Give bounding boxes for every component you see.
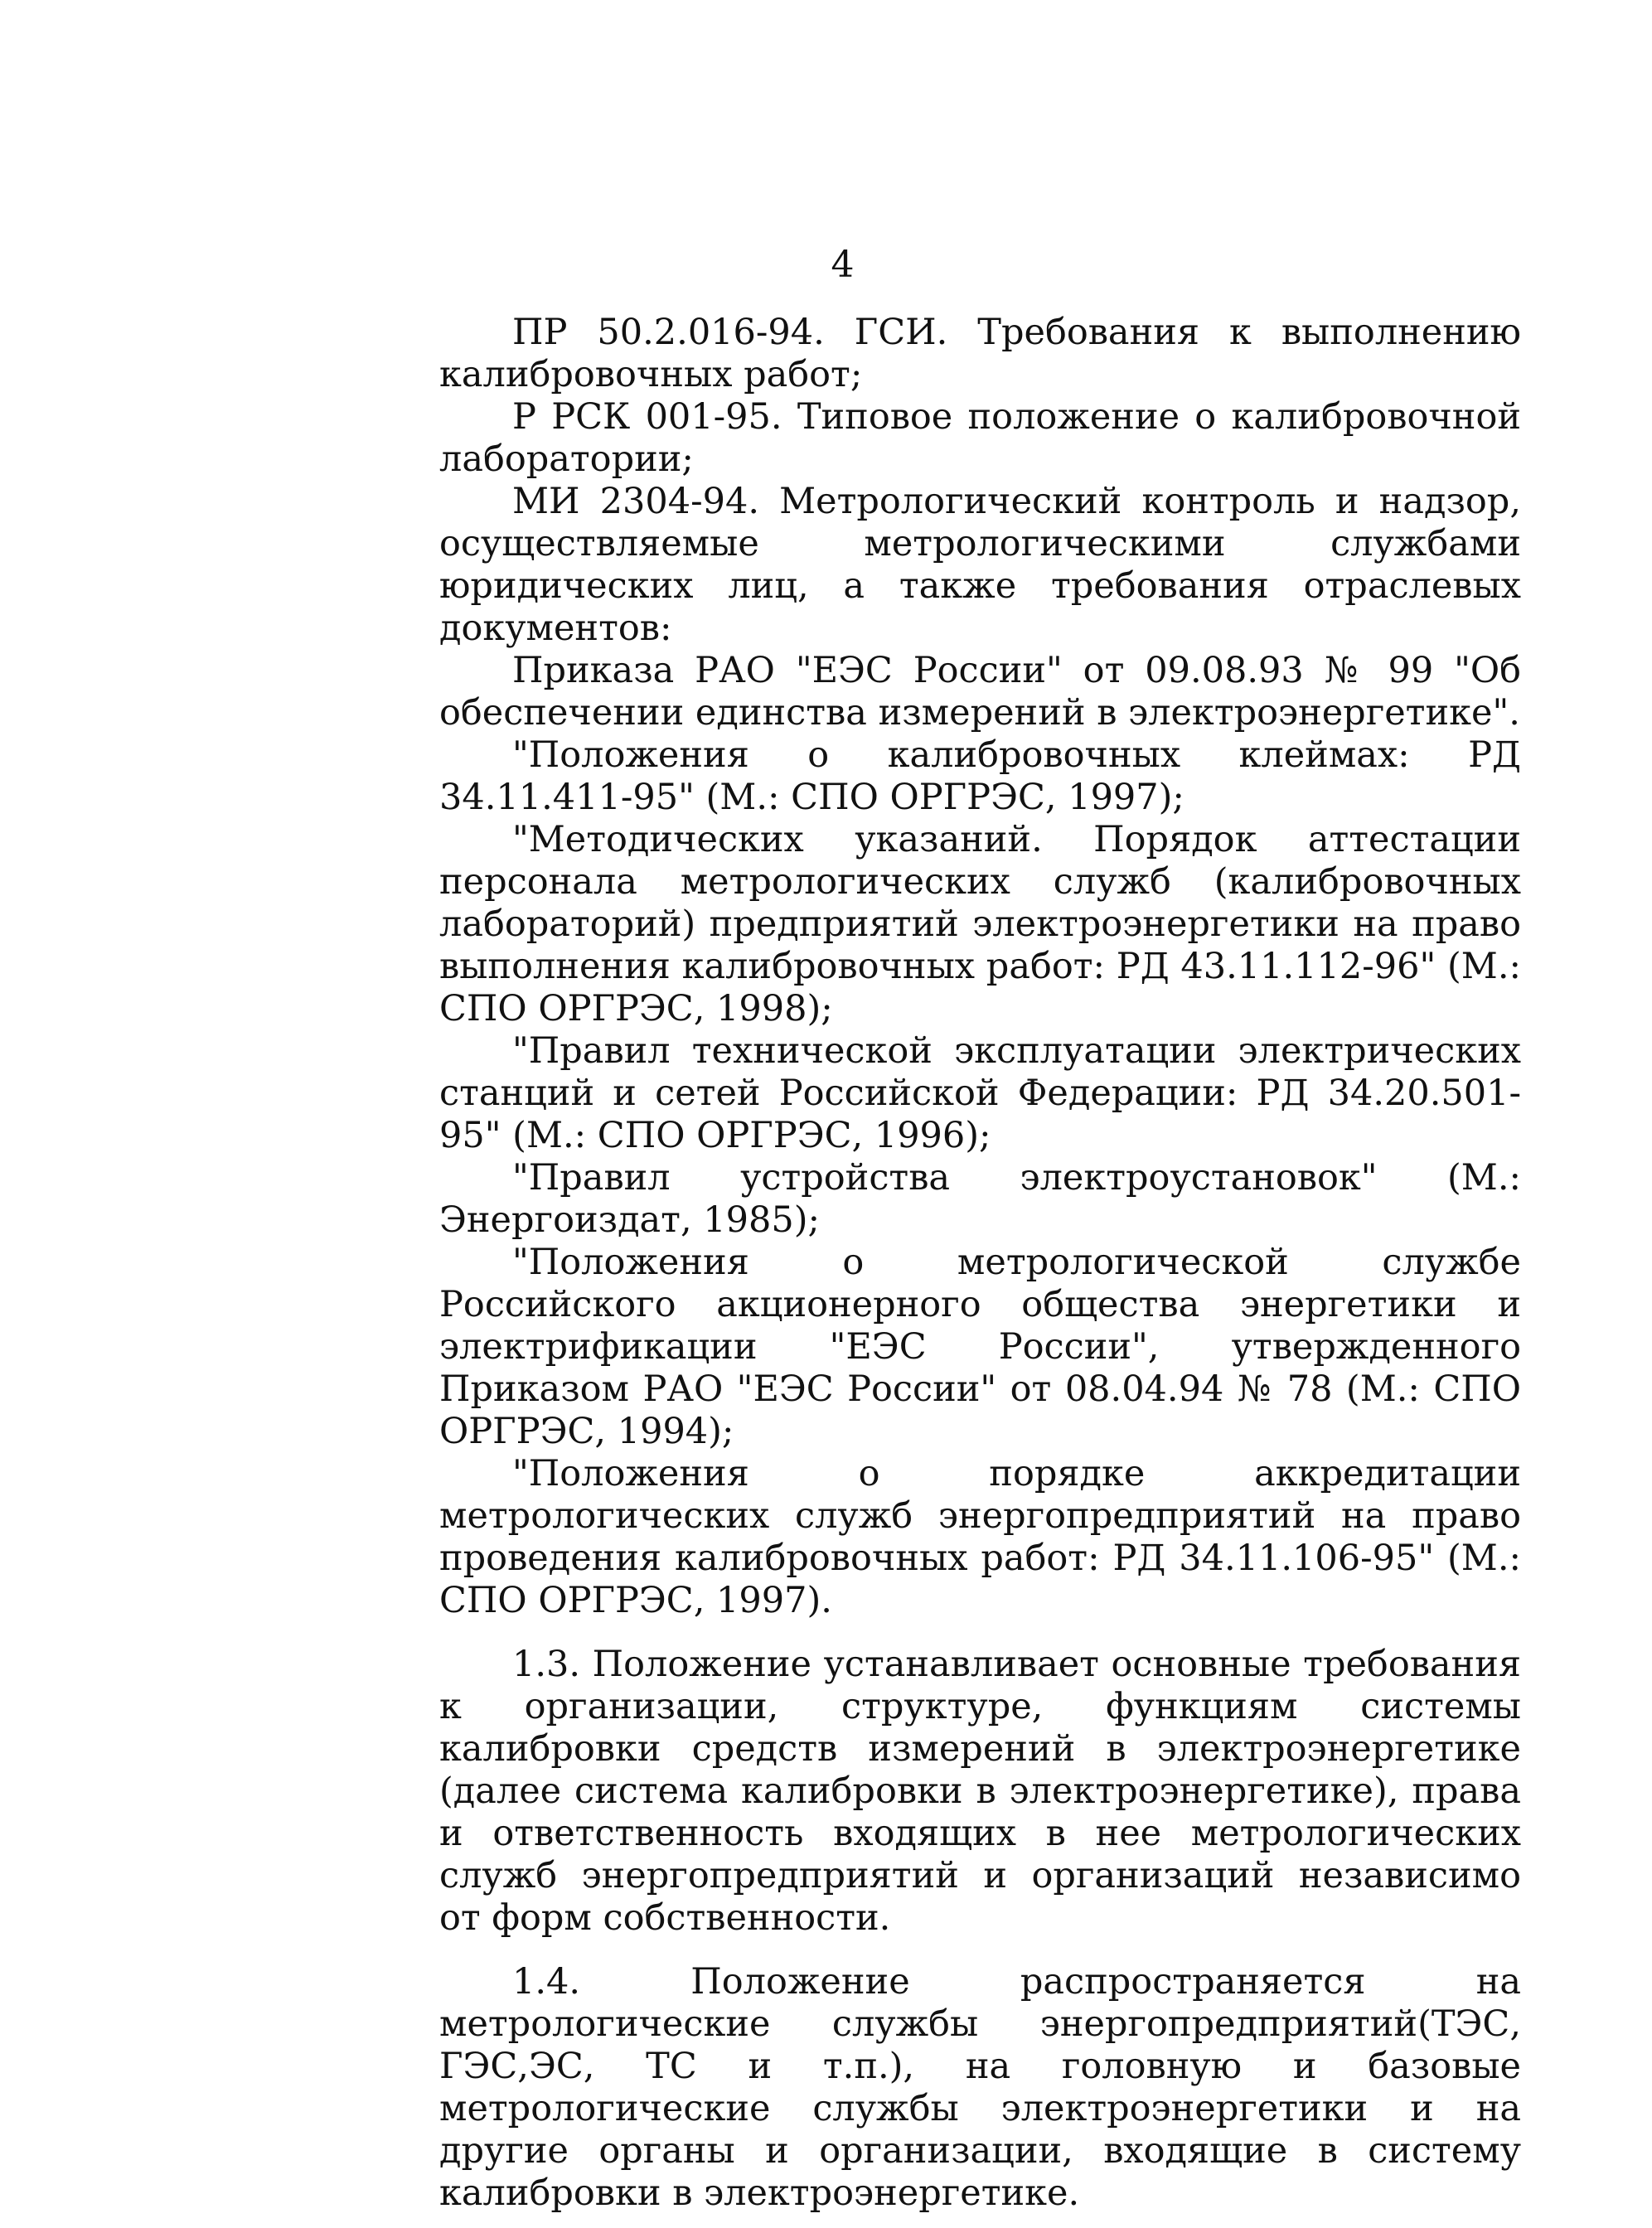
paragraph-polozheniya-kleima: "Положения о калибровочных клеймах: РД 34.11.411-95" (М.: СПО ОРГРЭС, 1997); [439,734,1521,818]
paragraph-mi-2304: МИ 2304-94. Метрологический контроль и надзор, осуществляемые метрологическими службами юридических лиц, а также требования отраслевых документов: [439,481,1521,649]
paragraph-polozheniya-metrologicheskoy: "Положения о метрологической службе Российского акционерного общества энергетики и электрификации "ЕЭС России", утвержденного Приказом РАО "ЕЭС России" от 08.04.94 № 78 (М.: СПО ОРГРЭС, 1994); [439,1242,1521,1452]
paragraph-prikaz-rao: Приказа РАО "ЕЭС России" от 09.08.93 № 99 "Об обеспечении единства измерений в электроэнергетике". [439,650,1521,734]
paragraph-1-4: 1.4. Положение распространяется на метрологические службы энергопредприятий(ТЭС, ГЭС,ЭС, ТС и т.п.), на головную и базовые метрологические службы электроэнергетики и на другие органы и организации, входящие в систему калибровки в электроэнергетике. [439,1961,1521,2214]
paragraph-pravil-ustroystva: "Правил устройства электроустановок" (М.: Энергоиздат, 1985); [439,1157,1521,1241]
paragraph-r-rsk-001: Р РСК 001-95. Типовое положение о калибровочной лаборатории; [439,396,1521,480]
paragraph-pravil-tehnicheskoy: "Правил технической эксплуатации электрических станций и сетей Российской Федерации: РД 34.20.501-95" (М.: СПО ОРГРЭС, 1996); [439,1030,1521,1156]
document-body [439,312,1521,2215]
paragraph-pr-50-2-016: ПР 50.2.016-94. ГСИ. Требования к выполнению калибровочных работ; [439,312,1521,395]
paragraph-polozheniya-akkreditatsii: "Положения о порядке аккредитации метрологических служб энергопредприятий на право проведения калибровочных работ: РД 34.11.106-95" (М.: СПО ОРГРЭС, 1997). [439,1453,1521,1621]
paragraph-metodicheskih-ukazaniy: "Методических указаний. Порядок аттестации персонала метрологических служб (калибровочных лабораторий) предприятий электроэнергетики на право выполнения калибровочных работ: РД 43.11.112-96" (М.: СПО ОРГРЭС, 1998); [439,819,1521,1029]
page-number: 4 [831,244,855,286]
paragraph-1-3: 1.3. Положение устанавливает основные требования к организации, структуре, функциям системы калибровки средств измерений в электроэнергетике (далее система калибровки в электроэнергетике), права и ответственность входящих в нее метрологических служб энергопредприятий и организаций независимо от форм собственности. [439,1644,1521,1939]
